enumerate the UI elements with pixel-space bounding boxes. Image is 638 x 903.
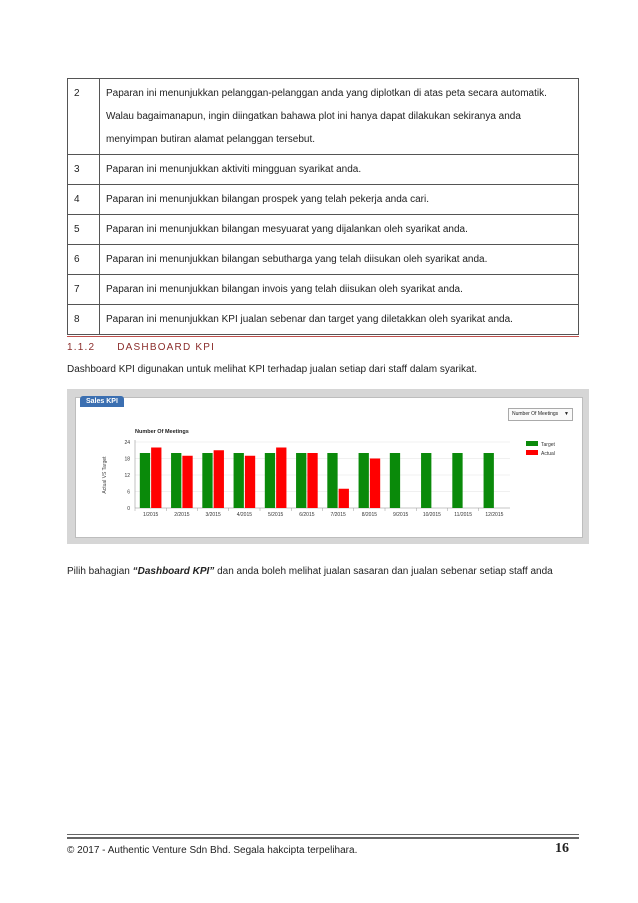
sales-kpi-tab[interactable]: Sales KPI [80, 396, 124, 407]
footer-copyright: © 2017 - Authentic Venture Sdn Bhd. Segala hakcipta terpelihara. [67, 845, 358, 856]
y-axis-label: Actual VS Target [102, 456, 108, 494]
x-tick-label: 8/2015 [361, 512, 378, 518]
bar-target [484, 453, 494, 508]
y-tick-label: 0 [127, 506, 130, 512]
bar-actual [182, 456, 192, 508]
instruction-paragraph [67, 566, 553, 577]
legend-label-target: Target [541, 442, 555, 448]
x-tick-label: 4/2015 [236, 512, 253, 518]
table-row [68, 275, 579, 305]
x-tick-label: 7/2015 [330, 512, 346, 518]
section-number: 1.1.2 [67, 342, 96, 353]
bar-actual [214, 450, 224, 508]
bar-actual [276, 448, 286, 509]
legend-swatch-target [526, 441, 538, 446]
x-tick-label: 12/2015 [485, 512, 504, 518]
row-number: 7 [68, 275, 100, 305]
footer-rule-thick [67, 837, 579, 839]
bar-target [359, 453, 369, 508]
bar-actual [151, 448, 161, 509]
y-tick-label: 24 [124, 440, 130, 446]
table-row [68, 185, 579, 215]
bar-target [202, 453, 212, 508]
table-row [68, 305, 579, 335]
metric-select-value: Number Of Meetings [512, 411, 559, 417]
kpi-bar-chart [90, 425, 560, 525]
table-row [68, 215, 579, 245]
bar-target [421, 453, 431, 508]
section-divider [67, 336, 579, 337]
footer-rule [67, 834, 579, 835]
row-description: Paparan ini menunjukkan bilangan sebutharga yang telah diisukan oleh syarikat anda. [100, 245, 579, 275]
bar-target [452, 453, 462, 508]
row-number: 2 [68, 79, 100, 155]
x-tick-label: 9/2015 [392, 512, 409, 518]
row-number: 5 [68, 215, 100, 245]
chevron-down-icon: ▼ [564, 411, 569, 417]
section-title: DASHBOARD KPI [117, 342, 216, 353]
x-tick-label: 5/2015 [267, 512, 284, 518]
bar-target [265, 453, 275, 508]
bar-target [390, 453, 400, 508]
y-tick-label: 18 [124, 456, 130, 463]
bar-actual [307, 453, 317, 508]
x-tick-label: 1/2015 [142, 512, 159, 518]
instruction-bold: “Dashboard KPI” [132, 566, 215, 577]
bar-target [327, 453, 337, 508]
legend-swatch-actual [526, 450, 538, 455]
row-description: Paparan ini menunjukkan aktiviti mingguan syarikat anda. [100, 155, 579, 185]
bar-actual [339, 489, 349, 508]
bar-target [171, 453, 181, 508]
row-number: 8 [68, 305, 100, 335]
row-number: 4 [68, 185, 100, 215]
x-tick-label: 11/2015 [454, 512, 472, 518]
x-tick-label: 6/2015 [299, 512, 315, 518]
x-tick-label: 10/2015 [422, 512, 441, 518]
x-tick-label: 2/2015 [174, 512, 190, 518]
row-number: 6 [68, 245, 100, 275]
row-description: Paparan ini menunjukkan bilangan mesyuarat yang dijalankan oleh syarikat anda. [100, 215, 579, 245]
table-row [68, 155, 579, 185]
y-tick-label: 12 [124, 473, 130, 479]
bar-target [234, 453, 244, 508]
row-description: Paparan ini menunjukkan KPI jualan sebenar dan target yang diletakkan oleh syarikat anda. [100, 305, 579, 335]
x-tick-label: 3/2015 [205, 512, 221, 518]
table-row [68, 79, 579, 155]
row-description: Paparan ini menunjukkan pelanggan-pelanggan anda yang diplotkan di atas peta secara automatik. Walau bagaimanapun, ingin diingatkan bahawa plot ini hanya dapat dilakukan sekiranya anda menyimpan butiran alamat pelanggan tersebut. [100, 79, 579, 155]
y-tick-label: 6 [127, 489, 130, 496]
legend-label-actual: Actual [541, 451, 555, 457]
chart-title: Number Of Meetings [135, 429, 189, 435]
description-table [67, 78, 579, 335]
row-description: Paparan ini menunjukkan bilangan prospek yang telah pekerja anda cari. [100, 185, 579, 215]
row-description: Paparan ini menunjukkan bilangan invois yang telah diisukan oleh syarikat anda. [100, 275, 579, 305]
metric-select[interactable] [508, 408, 573, 421]
row-number: 3 [68, 155, 100, 185]
instruction-prefix: Pilih bahagian [67, 566, 133, 577]
table-row [68, 245, 579, 275]
bar-actual [245, 456, 255, 508]
section-heading [67, 342, 215, 353]
bar-target [140, 453, 150, 508]
page-number: 16 [555, 841, 569, 856]
bar-actual [370, 459, 380, 509]
bar-target [296, 453, 306, 508]
intro-text: Dashboard KPI digunakan untuk melihat KPI terhadap jualan setiap dari staff dalam syarikat. [67, 364, 478, 375]
instruction-suffix: dan anda boleh melihat jualan sasaran dan jualan sebenar setiap staff anda [214, 566, 553, 577]
